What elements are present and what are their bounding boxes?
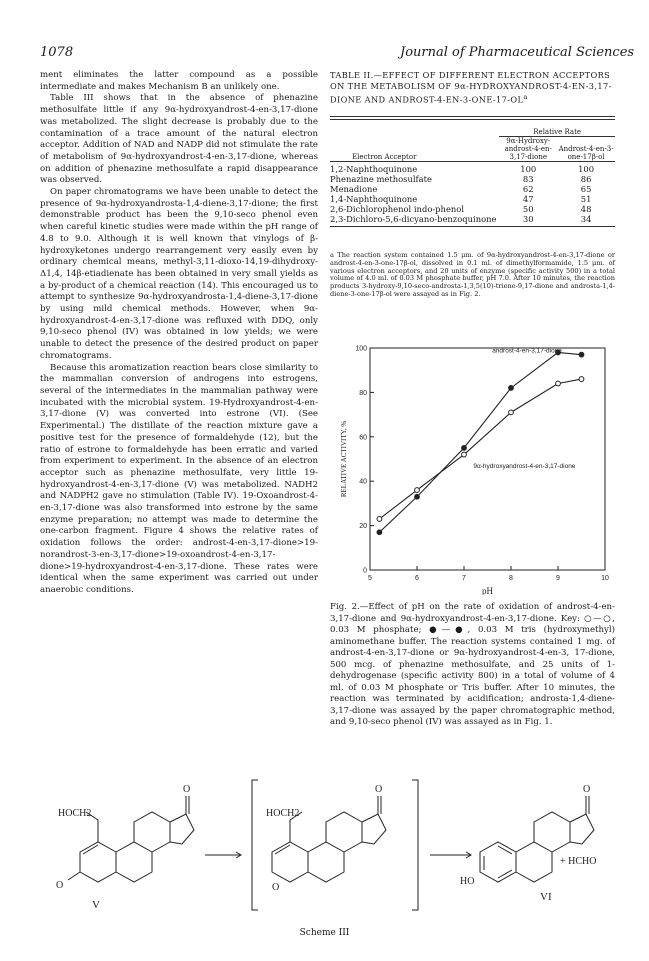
table-row <box>330 174 615 184</box>
x-tick-label: 8 <box>509 575 513 582</box>
intermediate-oxo-label: O <box>375 784 383 795</box>
left-bracket <box>252 780 258 910</box>
page-number: 1078 <box>40 45 74 60</box>
scheme-label: Scheme III <box>299 928 350 938</box>
x-tick-label: 7 <box>462 575 466 582</box>
y-tick-label: 60 <box>359 434 367 442</box>
y-axis-label: RELATIVE ACTIVITY, % <box>340 420 348 498</box>
series-label: androst-4-en-3,17-dione <box>492 347 562 355</box>
table-title-text: TABLE II.—EFFECT OF DIFFERENT ELECTRON ACCEPTORS ON THE METABOLISM OF 9α-HYDROXYANDROST-4-EN-3,17-DIONE AND ANDROST-4-EN-3-ONE-17-OL <box>330 70 612 105</box>
table-row <box>330 214 615 224</box>
rate-cell: 34 <box>580 214 592 224</box>
series-line <box>379 352 581 532</box>
table-top-rule-2 <box>330 119 615 120</box>
data-point <box>415 494 420 499</box>
rate-cell: 48 <box>580 204 592 214</box>
rate-cell: 50 <box>522 204 534 214</box>
table-row <box>330 204 615 214</box>
structure-vi <box>480 796 597 882</box>
rate-cell: 65 <box>580 184 592 194</box>
rate-cell: 30 <box>522 214 534 224</box>
y-tick-label: 100 <box>355 345 367 353</box>
relative-rate-header: Relative Rate <box>499 128 615 137</box>
right-bracket <box>412 780 418 910</box>
series-label: 9α-hydroxyandrost-4-en-3,17-dione <box>473 462 576 470</box>
data-point <box>509 386 514 391</box>
intermediate-oxo-label-2: O <box>272 882 280 893</box>
acceptor-cell: Menadione <box>330 184 378 194</box>
data-point <box>462 446 467 451</box>
v-hoch2-label: HOCH2 <box>58 808 92 819</box>
table-row <box>330 164 615 174</box>
acceptor-cell: 2,6-Dichlorophenol indo-phenol <box>330 204 465 214</box>
table-top-rule <box>330 116 615 117</box>
table-row <box>330 184 615 194</box>
table-title-marker: a <box>523 93 528 101</box>
rate-cell: 51 <box>580 194 592 204</box>
rate-cell: 62 <box>522 184 534 194</box>
data-point <box>509 410 514 415</box>
series-line <box>379 379 581 519</box>
journal-title: Journal of Pharmaceutical Sciences <box>400 45 635 60</box>
x-tick-label: 9 <box>556 575 560 582</box>
y-tick-label: 40 <box>359 478 367 486</box>
data-point <box>415 488 420 493</box>
x-axis-label: pH <box>482 586 493 595</box>
x-tick-label: 5 <box>368 575 372 582</box>
col2-header: Androst-4-en-3-one-17β-ol <box>558 145 614 161</box>
data-point <box>462 452 467 457</box>
compound-vi-label: VI <box>540 891 552 903</box>
paragraph-2: Table III shows that in the absence of phenazine methosulfate little if any 9α-hydroxyandrost-4-en-3,17-dione was metabolized. The slight decrease is probably due to the contamination of a trace amount of the natural electron acceptor. Addition of NAD and NADP did not stimulate the rate of metabolism of 9α-hydroxyandrost-4-en-3,17-dione, whereas on addition of phenazine methosulfate a rapid disappearance was observed. <box>40 93 318 186</box>
y-tick-label: 0 <box>363 567 367 575</box>
left-column <box>40 70 318 597</box>
table-title <box>330 70 615 106</box>
y-tick-label: 20 <box>359 523 367 531</box>
x-tick-label: 10 <box>601 575 609 582</box>
acceptor-cell: Phenazine methosulfate <box>330 174 432 184</box>
col1-header: 9α-Hydroxy-androst-4-en-3,17-dione <box>504 137 552 161</box>
v-17-oxo-label: O <box>183 784 191 795</box>
data-point <box>579 377 584 382</box>
acceptor-cell: 1,4-Naphthoquinone <box>330 194 418 204</box>
vi-ho-label: HO <box>460 876 475 887</box>
rate-cell: 100 <box>520 164 537 174</box>
intermediate-hoch2-label: HOCH2 <box>266 808 300 819</box>
scheme-iii-diagram <box>40 760 620 920</box>
rate-cell: 83 <box>522 174 534 184</box>
figure-caption: Fig. 2.—Effect of pH on the rate of oxidation of androst-4-en-3,17-dione and 9α-hydroxyandrost-4-en-3,17-dione. Key: ○—○, 0.03 M phosphate; ●—●, 0.03 M tris (hydroxymethyl) aminomethane buffer. The reaction systems contained 1 mg. of androst-4-en-3,17-dione or 9α-hydroxyandrost-4-en-3, 17-dione, 500 mcg. of phenazine methosulfate, and 25 units of 1-dehydrogenase (specific activity 800) in a total of volume of 4 ml. of 0.03 M phosphate or Tris buffer. After 10 minutes, the reaction was terminated by acidification; androsta-1,4-diene-3,17-dione was assayed by the paper chromatographic method, and 9,10-seco phenol (IV) was assayed as in Fig. 1. <box>330 602 615 727</box>
paragraph-3: On paper chromatograms we have been unable to detect the presence of 9α-hydroxyandrosta-1,4-diene-3,17-dione; the first demonstrable product has been the 9,10-seco phenol even when careful kinetic studies were made within the pH range of 4.8 to 9.0. Although it is well known that vinylogs of β-hydroxyketones undergo rearrangement very easily even by ordinary chemical means, methyl-3,11-dioxo-14,19-dihydroxy-Δ1,4, 14β-etiadienate has been obtained in very small yields as a by-product of a chemical reaction (14). This encouraged us to attempt to synthesize 9α-hydroxyandrosta-1,4-diene-3,17-dione by using mild chemical methods. However, when 9α-hydroxyandrost-4-en-3,17-dione was refluxed with DDQ, only 9,10-seco phenol (IV) was obtained in low yields; we were unable to detect the presence of the desired product on paper chromatograms. <box>40 187 318 361</box>
data-point <box>556 381 561 386</box>
data-point <box>377 517 382 522</box>
table-footnote: a The reaction system contained 1.5 μm. of 9α-hydroxyandrost-4-en-3,17-dione or androst-4-en-3-one-17β-ol, dissolved in 0.1 ml. of dimethylformamide, 1.5 μm. of various electron acceptors, and 20 units of enzyme (specific activity 500) in a total volume of 4.0 ml. of 0.03 M phosphate buffer, pH 7.0. After 10 minutes, the reaction products 3-hydroxy-9,10-seco-androsta-1,3,5(10)-triene-9,17-dione and androsta-1,4-diene-3-one-17β-ol were assayed as in Fig. 2. <box>330 251 615 298</box>
table-row <box>330 194 615 204</box>
electron-acceptor-table <box>330 128 615 227</box>
x-tick-label: 6 <box>415 575 419 582</box>
ph-activity-chart <box>330 340 615 595</box>
acceptor-cell: 2,3-Dichloro-5,6-dicyano-benzoquinone <box>330 214 497 224</box>
paragraph-4: Because this aromatization reaction bears close similarity to the mammalian conversion of androgens into estrogens, several of the intermediates in the mammalian pathway were incubated with the microbial system. 19-Hydroxyandrost-4-en-3,17-dione (V) was converted into estrone (VI). (See Experimental.) The distillate of the reaction mixture gave a positive test for the presence of formaldehyde (12), but the ratio of estrone to formaldehyde has been erratic and varied from experiment to experiment. In the absence of an electron acceptor such as phenazine methosulfate, very little 19-hydroxyandrost-4-en-3,17-dione (V) was metabolized. NADH2 and NADPH2 gave no stimulation (Table IV). 19-Oxoandrost-4-en-3,17-dione was also transformed into estrone by the same enzyme preparation; no attempt was made to determine the one-carbon fragment. Figure 4 shows the relative rates of oxidation follows the order: androst-4-en-3,17-dione>19-norandrost-3-en-3,17-dione>19-oxoandrost-4-en-3,17-dione>19-hydroxyandrost-4-en-3,17-dione. These rates were identical when the same experiment was carried out under anaerobic conditions. <box>40 362 318 595</box>
rate-cell: 100 <box>578 164 595 174</box>
rate-cell: 86 <box>580 174 592 184</box>
data-point <box>579 352 584 357</box>
data-point <box>377 530 382 535</box>
formaldehyde-label: + HCHO <box>560 856 597 867</box>
y-tick-label: 80 <box>359 389 367 397</box>
compound-v-label: V <box>92 899 100 911</box>
rate-cell: 47 <box>522 194 534 204</box>
vi-oxo-label: O <box>583 784 591 795</box>
paragraph-1: ment eliminates the latter compound as a possible intermediate and makes Mechanism B an unlikely one. <box>40 70 318 92</box>
acceptor-cell: 1,2-Naphthoquinone <box>330 164 418 174</box>
v-oxo-label: O <box>56 880 64 891</box>
acceptor-col-header: Electron Acceptor <box>352 153 417 161</box>
